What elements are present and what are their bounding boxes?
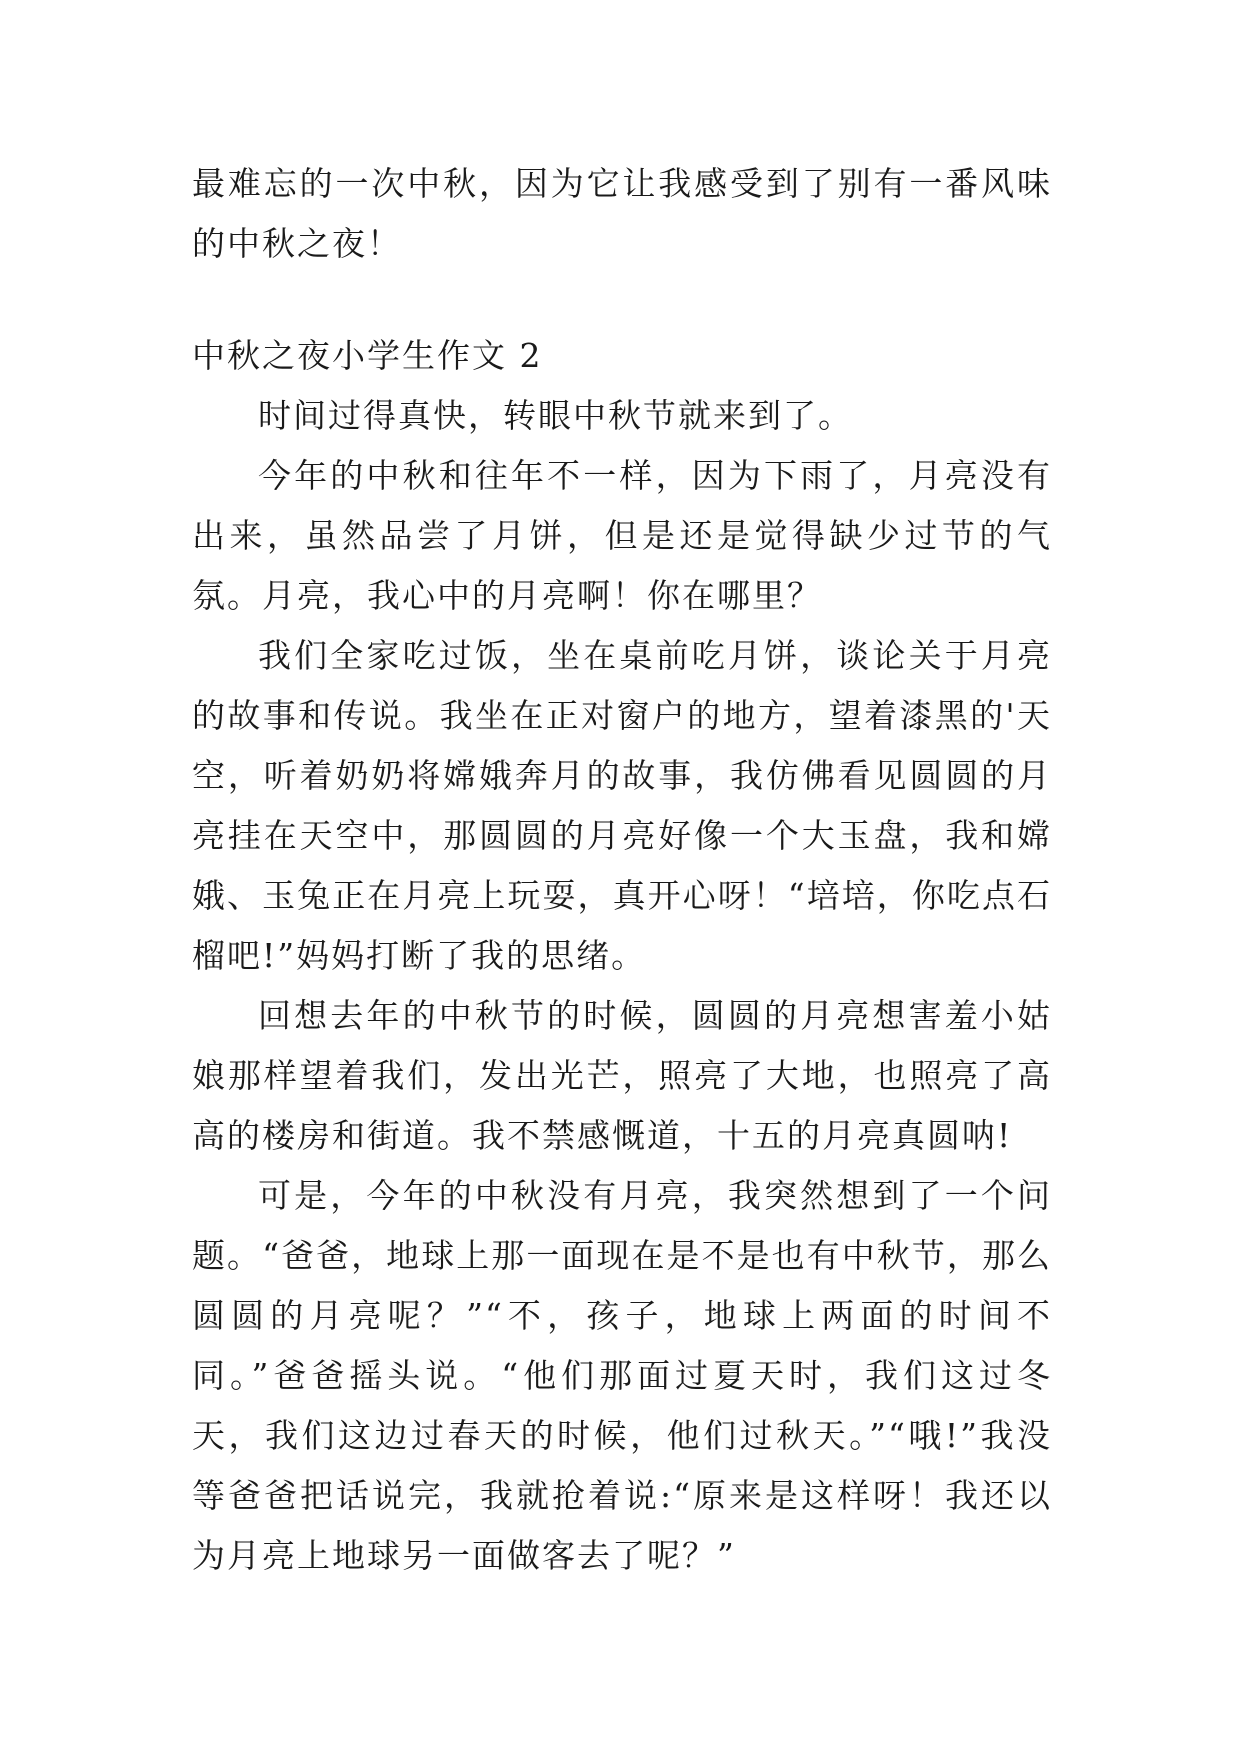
section-spacer (192, 274, 1052, 326)
paragraph-2: 今年的中秋和往年不一样，因为下雨了，月亮没有出来，虽然品尝了月饼，但是还是觉得缺少过节的气氛。月亮，我心中的月亮啊！你在哪里？ (192, 456, 1052, 615)
paragraph-3: 我们全家吃过饭，坐在桌前吃月饼，谈论关于月亮的故事和传说。我坐在正对窗户的地方，望着漆黑的'天空，听着奶奶将嫦娥奔月的故事，我仿佛看见圆圆的月亮挂在天空中，那圆圆的月亮好像一个大玉盘，我和嫦娥、玉兔正在月亮上玩耍，真开心呀！“培培，你吃点石榴吧!”妈妈打断了我的思绪。 (192, 636, 1052, 975)
paragraph-1: 时间过得真快，转眼中秋节就来到了。 (258, 396, 853, 435)
paragraph-4: 回想去年的中秋节的时候，圆圆的月亮想害羞小姑娘那样望着我们，发出光芒，照亮了大地，也照亮了高高的楼房和街道。我不禁感慨道，十五的月亮真圆呐! (192, 996, 1052, 1155)
intro-paragraph: 最难忘的一次中秋，因为它让我感受到了别有一番风味的中秋之夜！ (192, 164, 1052, 263)
section-title: 中秋之夜小学生作文 2 (192, 336, 543, 375)
document-body (192, 154, 1052, 1586)
paragraph-5: 可是，今年的中秋没有月亮，我突然想到了一个问题。“爸爸，地球上那一面现在是不是也有中秋节，那么圆圆的月亮呢？”“不，孩子，地球上两面的时间不同。”爸爸摇头说。“他们那面过夏天时，我们这过冬天，我们这边过春天的时候，他们过秋天。”“哦!”我没等爸爸把话说完，我就抢着说:“原来是这样呀！我还以为月亮上地球另一面做客去了呢？” (192, 1176, 1052, 1575)
